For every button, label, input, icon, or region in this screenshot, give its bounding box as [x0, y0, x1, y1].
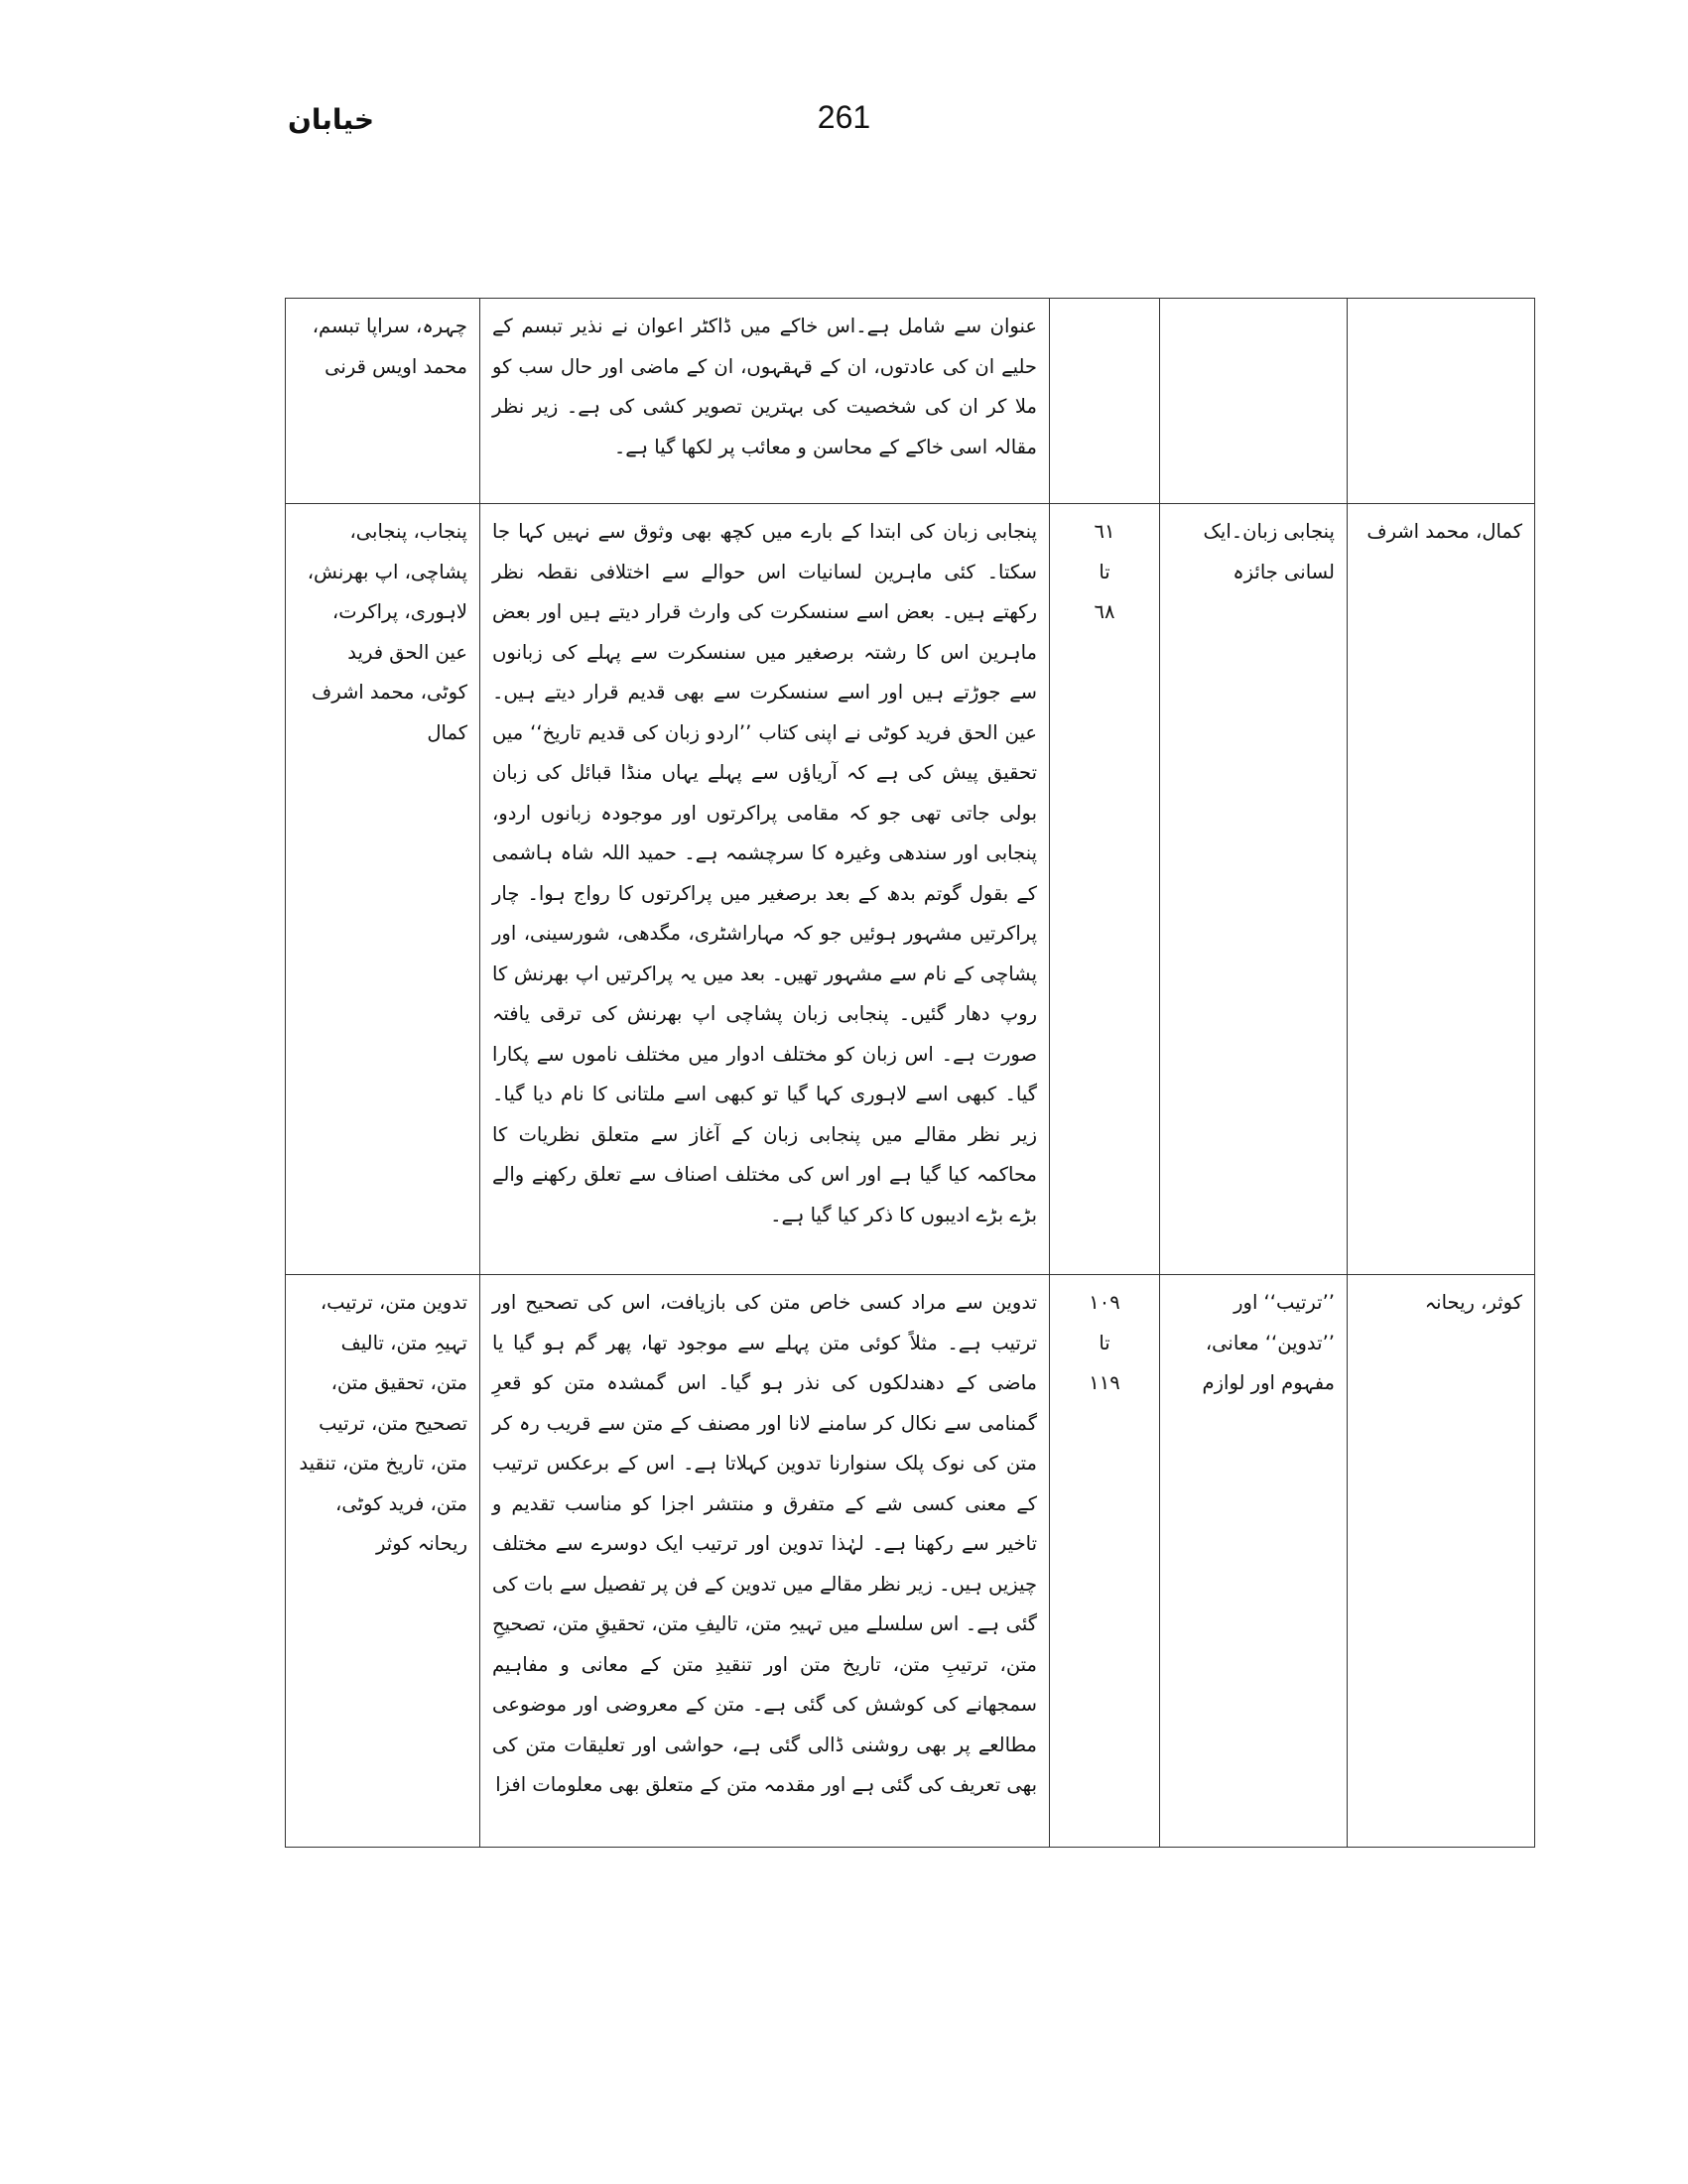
pages-cell [1050, 504, 1160, 1275]
page-separator: تا [1099, 1331, 1110, 1354]
keywords-cell: چہرہ، سراپا تبسم، محمد اویس قرنی [286, 299, 480, 504]
pages-cell [1050, 1275, 1160, 1848]
table-row [286, 1275, 1535, 1848]
abstract-cell: پنجابی زبان کی ابتدا کے بارے میں کچھ بھی وثوق سے نہیں کہا جا سکتا۔ کئی ماہرین لسانیات اس حوالے سے اختلافی نقطہ نظر رکھتے ہیں۔ بعض اسے سنسکرت کی وارث قرار دیتے ہیں اور بعض ماہرین اس کا رشتہ برصغیر میں سنسکرت سے پہلے کی زبانوں سے جوڑتے ہیں اور اسے سنسکرت سے بھی قدیم قرار دیتے ہیں۔ عین الحق فرید کوٹی نے اپنی کتاب ’’اردو زبان کی قدیم تاریخ‘‘ میں تحقیق پیش کی ہے کہ آریاؤں سے پہلے یہاں منڈا قبائل کی زبان بولی جاتی تھی جو کہ مقامی پراکرتوں اور موجودہ زبانوں اردو، پنجابی اور سندھی وغیرہ کا سرچشمہ ہے۔ حمید اللہ شاہ ہاشمی کے بقول گوتم بدھ کے بعد برصغیر میں پراکرتوں کا رواج ہوا۔ چار پراکرتیں مشہور ہوئیں جو کہ مہاراشٹری، مگدھی، شورسینی، اور پشاچی کے نام سے مشہور تھیں۔ بعد میں یہ پراکرتیں اپ بھرنش کا روپ دھار گئیں۔ پنجابی زبان پشاچی اپ بھرنش کی ترقی یافتہ صورت ہے۔ اس زبان کو مختلف ادوار میں مختلف ناموں سے پکارا گیا۔ کبھی اسے لاہوری کہا گیا تو کبھی اسے ملتانی کا نام دیا گیا۔ زیر نظر مقالے میں پنجابی زبان کے آغاز سے متعلق نظریات کا محاکمہ کیا گیا ہے اور اس کی مختلف اصناف سے تعلق رکھنے والے بڑے بڑے ادیبوں کا ذکر کیا گیا ہے۔ [480, 504, 1050, 1275]
page-number: 261 [817, 99, 871, 135]
title-cell [1160, 299, 1348, 504]
abstract-cell: عنوان سے شامل ہے۔اس خاکے میں ڈاکٹر اعوان نے نذیر تبسم کے حلیے ان کی عادتوں، ان کے قہقہوں، ان کے ماضی اور حال سب کو ملا کر ان کی شخصیت کی بہترین تصویر کشی کی ہے۔ زیر نظر مقالہ اسی خاکے کے محاسن و معائب پر لکھا گیا ہے۔ [480, 299, 1050, 504]
abstract-cell: تدوین سے مراد کسی خاص متن کی بازیافت، اس کی تصحیح اور ترتیب ہے۔ مثلاً کوئی متن پہلے سے موجود تھا، پھر گم ہو گیا یا ماضی کے دھندلکوں کی نذر ہو گیا۔ اس گمشدہ متن کو قعرِ گمنامی سے نکال کر سامنے لانا اور مصنف کے متن سے قریب رہ کر متن کی نوک پلک سنوارنا تدوین کہلاتا ہے۔ اس کے برعکس ترتیب کے معنی کسی شے کے متفرق و منتشر اجزا کو مناسب تقدیم و تاخیر سے رکھنا ہے۔ لہٰذا تدوین اور ترتیب ایک دوسرے سے مختلف چیزیں ہیں۔ زیر نظر مقالے میں تدوین کے فن پر تفصیل سے بات کی گئی ہے۔ اس سلسلے میں تہیہِ متن، تالیفِ متن، تحقیقِ متن، تصحیحِ متن، ترتیبِ متن، تاریخ متن اور تنقیدِ متن کے معانی و مفاہیم سمجھانے کی کوشش کی گئی ہے۔ متن کے معروضی اور موضوعی مطالعے پر بھی روشنی ڈالی گئی ہے، حواشی اور تعلیقات متن کی بھی تعریف کی گئی ہے اور مقدمہ متن کے متعلق بھی معلومات افزا [480, 1275, 1050, 1848]
table-row [286, 299, 1535, 504]
author-cell: کمال، محمد اشرف [1348, 504, 1535, 1275]
page-from: ٦١ [1094, 520, 1115, 543]
table-row [286, 504, 1535, 1275]
keywords-cell: تدوین متن، ترتیب، تہیہِ متن، تالیف متن، تحقیق متن، تصحیح متن، ترتیب متن، تاریخ متن، تنقید متن، فرید کوٹی، ریحانہ کوثر [286, 1275, 480, 1848]
title-cell: پنجابی زبان۔ایک لسانی جائزہ [1160, 504, 1348, 1275]
page-to: ٦٨ [1094, 600, 1115, 623]
page-separator: تا [1099, 560, 1110, 583]
index-table [285, 298, 1535, 1848]
author-cell: کوثر، ریحانہ [1348, 1275, 1535, 1848]
page-to: ١١٩ [1089, 1371, 1120, 1394]
keywords-cell: پنجاب، پنجابی، پشاچی، اپ بھرنش، لاہوری، پراکرت، عین الحق فرید کوٹی، محمد اشرف کمال [286, 504, 480, 1275]
pages-cell [1050, 299, 1160, 504]
page-from: ١٠٩ [1089, 1291, 1120, 1314]
author-cell [1348, 299, 1535, 504]
journal-title: خیابان [288, 103, 375, 136]
title-cell: ’’ترتیب‘‘ اور ’’تدوین‘‘ معانی، مفہوم اور لوازم [1160, 1275, 1348, 1848]
